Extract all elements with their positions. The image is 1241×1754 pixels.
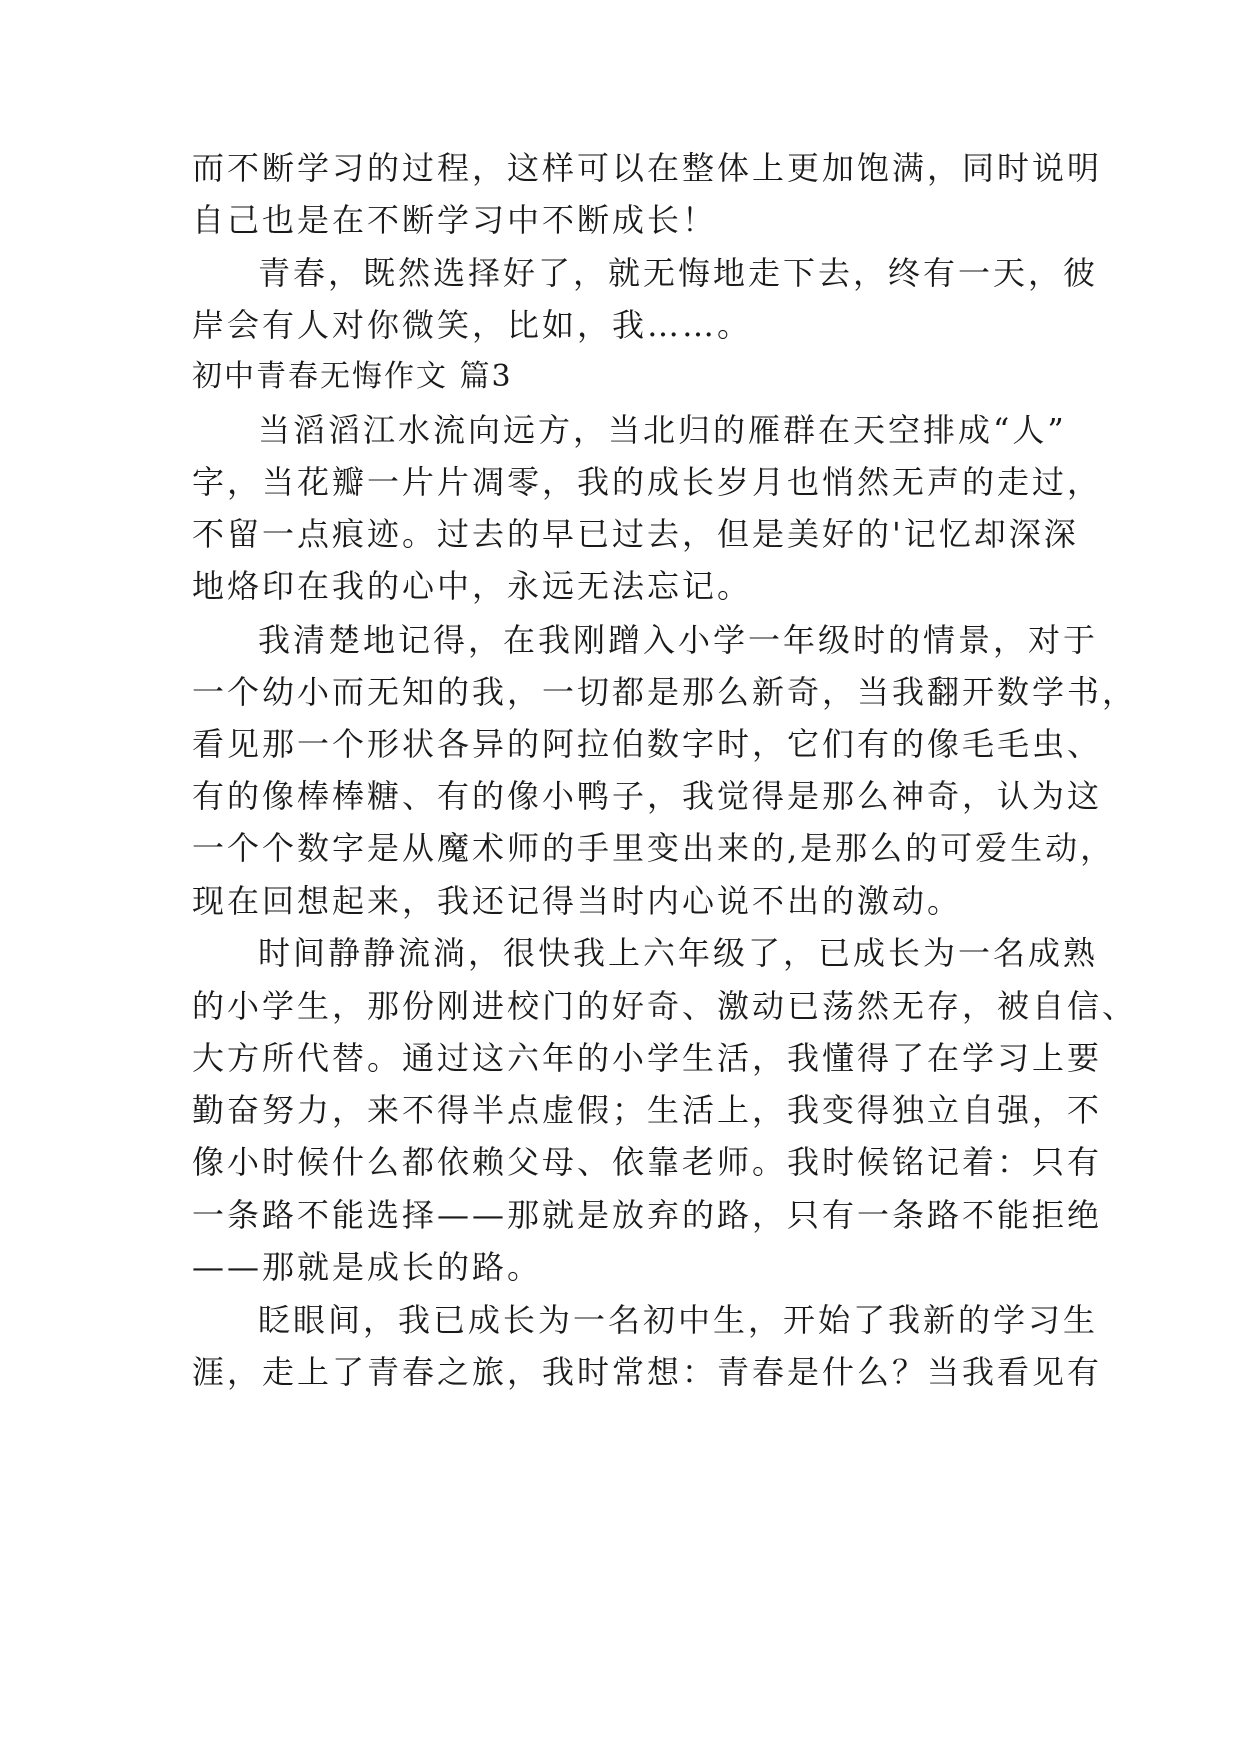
paragraph-line: 勤奋努力，来不得半点虚假；生活上，我变得独立自强，不 bbox=[192, 1091, 1103, 1129]
paragraph-line: 一条路不能选择——那就是放弃的路，只有一条路不能拒绝 bbox=[192, 1196, 1103, 1234]
paragraph-line: 时间静静流淌，很快我上六年级了，已成长为一名成熟 bbox=[258, 934, 1099, 972]
paragraph-line: 青春，既然选择好了，就无悔地走下去，终有一天，彼 bbox=[258, 254, 1099, 292]
paragraph-line: ——那就是成长的路。 bbox=[192, 1248, 543, 1286]
paragraph-line: 的小学生，那份刚进校门的好奇、激动已荡然无存，被自信、 bbox=[192, 987, 1138, 1025]
paragraph-line: 一个幼小而无知的我，一切都是那么新奇，当我翻开数学书， bbox=[192, 673, 1138, 711]
paragraph-line: 像小时候什么都依赖父母、依靠老师。我时候铭记着：只有 bbox=[192, 1143, 1103, 1181]
paragraph-line: 当滔滔江水流向远方，当北归的雁群在天空排成“人” bbox=[258, 411, 1067, 449]
paragraph-line: 字，当花瓣一片片凋零，我的成长岁月也悄然无声的走过， bbox=[192, 463, 1103, 501]
paragraph-line: 一个个数字是从魔术师的手里变出来的,是那么的可爱生动， bbox=[192, 829, 1116, 867]
paragraph-line: 而不断学习的过程，这样可以在整体上更加饱满，同时说明 bbox=[192, 149, 1103, 187]
paragraph-line: 地烙印在我的心中，永远无法忘记。 bbox=[192, 567, 753, 605]
paragraph-line: 有的像棒棒糖、有的像小鸭子，我觉得是那么神奇，认为这 bbox=[192, 777, 1103, 815]
paragraph-line: 看见那一个形状各异的阿拉伯数字时，它们有的像毛毛虫、 bbox=[192, 725, 1103, 763]
paragraph-line: 眨眼间，我已成长为一名初中生，开始了我新的学习生 bbox=[258, 1301, 1099, 1339]
paragraph-line: 现在回想起来，我还记得当时内心说不出的激动。 bbox=[192, 882, 963, 920]
paragraph-line: 不留一点痕迹。过去的早已过去，但是美好的'记忆却深深 bbox=[192, 515, 1079, 553]
paragraph-line: 岸会有人对你微笑，比如，我……。 bbox=[192, 306, 753, 344]
paragraph-line: 涯，走上了青春之旅，我时常想：青春是什么？当我看见有 bbox=[192, 1353, 1103, 1391]
paragraph-line: 自己也是在不断学习中不断成长！ bbox=[192, 201, 718, 239]
paragraph-line: 大方所代替。通过这六年的小学生活，我懂得了在学习上要 bbox=[192, 1039, 1103, 1077]
paragraph-line: 我清楚地记得，在我刚蹭入小学一年级时的情景，对于 bbox=[258, 621, 1099, 659]
section-heading: 初中青春无悔作文 篇3 bbox=[192, 359, 513, 394]
